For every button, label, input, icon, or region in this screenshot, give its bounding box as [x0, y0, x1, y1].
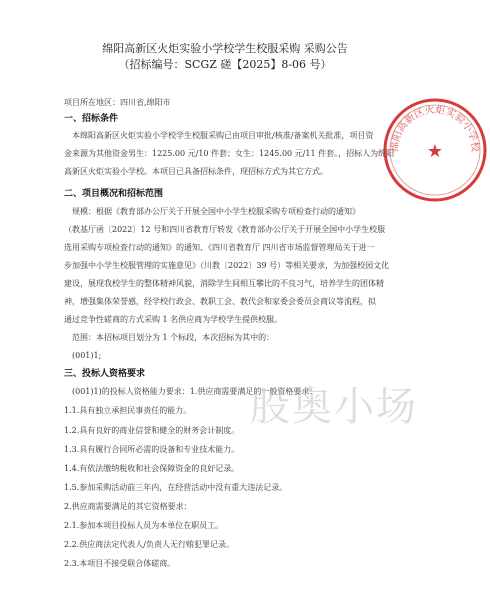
paragraph-line: 神，增强集体荣誉感，经学校行政会、教职工会、教代会和家委会委员会商议等流程，拟: [64, 297, 376, 306]
paragraph-line: 规模：根据《教育部办公厅关于开展全国中小学生校服采购专项检查行动的通知》: [72, 207, 360, 216]
paragraph-line: 选用采购专项检查行动的通知》的通知、《四川省教育厅 四川省市场监督管理局关于进一: [64, 243, 375, 252]
paragraph-line: 建设，展现我校学生的整体精神风貌，消除学生间相互攀比的不良习气，培养学生的团体精: [64, 279, 384, 288]
section-heading-conditions: 一、招标条件: [64, 114, 119, 124]
qualification-line: 2.1.参加本项目投标人员为本单位在职员工。: [64, 521, 224, 530]
paragraph-line: 金来源为其他资金男生：1225.00 元/10 件套；女生：1245.00 元/11 件套。，招标人为绵阳: [64, 149, 395, 158]
page-title: 绵阳高新区火炬实验小学校学生校服采购 采购公告: [102, 42, 348, 55]
seal-text: 绵阳高新区火炬实验小学校: [389, 104, 481, 153]
scope-line: 范围：本招标项目划分为 1 个标段，本次招标为其中的：: [72, 333, 275, 342]
qualification-line: (001)1)的投标人资格能力要求：1.供应商需要满足的一般资格要求：: [72, 387, 318, 396]
project-location: 项目所在地区：四川省,绵阳市: [64, 98, 171, 107]
paragraph-line: 步加强中小学生校服管理的实施意见》（川教〔2022〕39 号）等相关要求，为加强校园文化: [64, 261, 390, 270]
section-heading-overview: 二、项目概况和招标范围: [64, 189, 164, 199]
paragraph-line: （教基厅函〔2022〕12 号和四川省教育厅转发《教育部办公厅关于开展全国中小学生校服: [64, 225, 386, 234]
bid-number: （招标编号：SCGZ 磋【2025】8-06 号）: [118, 58, 332, 71]
qualification-line: 1.1.具有独立承担民事责任的能力。: [64, 406, 192, 415]
qualification-line: 2.供应商需要满足的其它资格要求：: [64, 502, 192, 511]
qualification-line: 1.4.有依法缴纳税收和社会保障资金的良好记录。: [64, 464, 240, 473]
qualification-line: 1.5.参加采购活动前三年内，在经营活动中没有重大违法记录。: [64, 483, 288, 492]
paragraph-line: 通过竞争性磋商的方式采购 1 名供应商为学校学生提供校服。: [64, 315, 283, 324]
qualification-line: 2.3.本项目不接受联合体磋商。: [64, 559, 176, 568]
qualification-line: 1.2.具有良好的商业信誉和健全的财务会计制度。: [64, 426, 240, 435]
seal-star-icon: ★: [426, 141, 444, 162]
paragraph-line: 本绵阳高新区火炬实验小学校学生校服采购已由项目审批/核准/备案机关批准，项目资: [72, 131, 374, 140]
lot-line: (001)1;: [72, 351, 102, 360]
paragraph-line: 高新区火炬实验小学校。本项目已具备招标条件，现招标方式为其它方式。: [64, 167, 328, 176]
qualification-line: 2.2.供应商法定代表人/负责人无行贿犯罪记录。: [64, 540, 234, 549]
official-seal-stamp: [380, 95, 490, 205]
watermark-text: 股奥小场: [250, 384, 418, 430]
section-heading-qualifications: 三、投标人资格要求: [64, 369, 146, 379]
qualification-line: 1.3.具有履行合同所必需的设备和专业技术能力。: [64, 445, 240, 454]
